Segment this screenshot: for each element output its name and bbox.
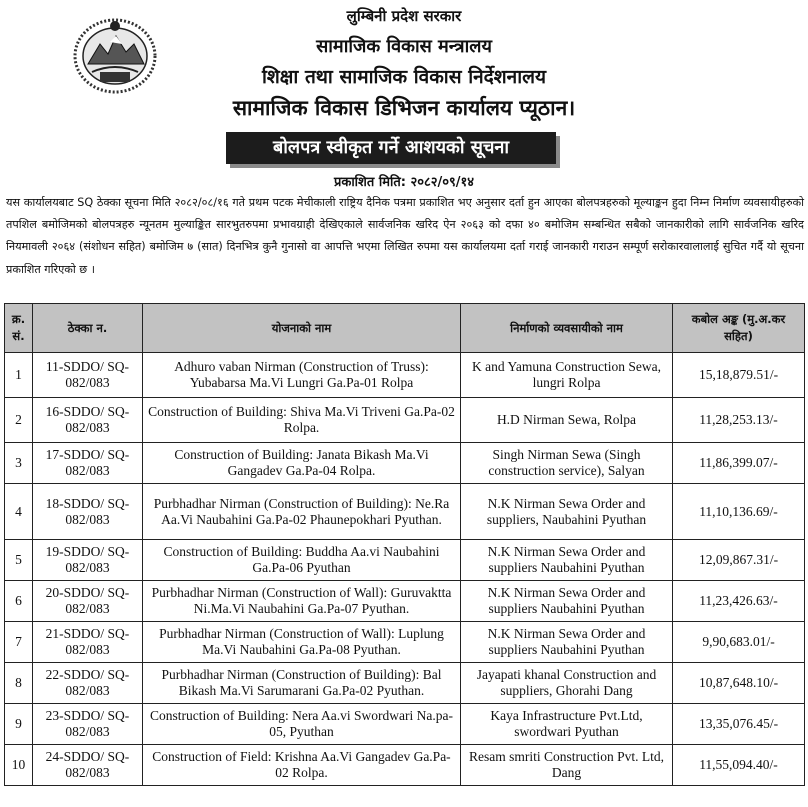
cell-contract-no: 23-SDDO/ SQ-082/083 — [33, 704, 143, 745]
table-row — [5, 484, 805, 540]
table-row — [5, 353, 805, 398]
cell-contract-no: 20-SDDO/ SQ-082/083 — [33, 581, 143, 622]
cell-contractor: N.K Nirman Sewa Order and suppliers Naubahini Pyuthan — [461, 540, 673, 581]
cell-contractor: H.D Nirman Sewa, Rolpa — [461, 398, 673, 443]
cell-contract-no: 17-SDDO/ SQ-082/083 — [33, 443, 143, 484]
header-amount: कबोल अङ्क (मु.अ.कर सहित) — [673, 304, 805, 353]
cell-contractor: N.K Nirman Sewa Order and suppliers Naubahini Pyuthan — [461, 622, 673, 663]
cell-sn: 9 — [5, 704, 33, 745]
cell-amount: 11,55,094.40/- — [673, 745, 805, 786]
table-row — [5, 622, 805, 663]
cell-contract-no: 19-SDDO/ SQ-082/083 — [33, 540, 143, 581]
cell-amount: 11,23,426.63/- — [673, 581, 805, 622]
cell-contractor: Jayapati khanal Construction and suppliers, Ghorahi Dang — [461, 663, 673, 704]
header-project: योजनाको नाम — [143, 304, 461, 353]
contracts-table — [4, 303, 805, 786]
cell-contract-no: 22-SDDO/ SQ-082/083 — [33, 663, 143, 704]
cell-contract-no: 21-SDDO/ SQ-082/083 — [33, 622, 143, 663]
cell-amount: 11,86,399.07/- — [673, 443, 805, 484]
table-row — [5, 663, 805, 704]
cell-sn: 7 — [5, 622, 33, 663]
header-contractor: निर्माणको व्यवसायीको नाम — [461, 304, 673, 353]
cell-contractor: K and Yamuna Construction Sewa, lungri Rolpa — [461, 353, 673, 398]
cell-contractor: Resam smriti Construction Pvt. Ltd, Dang — [461, 745, 673, 786]
header-sn: क्र. सं. — [5, 304, 33, 353]
cell-project: Construction of Field: Krishna Aa.Vi Gangadev Ga.Pa-02 Rolpa. — [143, 745, 461, 786]
cell-sn: 2 — [5, 398, 33, 443]
cell-project: Purbhadhar Nirman (Construction of Building): Ne.Ra Aa.Vi Naubahini Ga.Pa-02 Phaunepokhari Pyuthan. — [143, 484, 461, 540]
cell-project: Purbhadhar Nirman (Construction of Building): Bal Bikash Ma.Vi Sarumarani Ga.Pa-02 Pyuthan. — [143, 663, 461, 704]
cell-project: Construction of Building: Janata Bikash Ma.Vi Gangadev Ga.Pa-04 Rolpa. — [143, 443, 461, 484]
published-date: प्रकाशित मिति: २०८२/०९/१४ — [333, 175, 475, 190]
ministry-title: सामाजिक विकास मन्त्रालय — [316, 36, 492, 57]
cell-contractor: N.K Nirman Sewa Order and suppliers, Naubahini Pyuthan — [461, 484, 673, 540]
cell-sn: 3 — [5, 443, 33, 484]
notice-title-banner — [226, 132, 556, 164]
cell-amount: 11,28,253.13/- — [673, 398, 805, 443]
cell-sn: 1 — [5, 353, 33, 398]
cell-sn: 8 — [5, 663, 33, 704]
cell-sn: 5 — [5, 540, 33, 581]
table-row — [5, 745, 805, 786]
province-government-title: लुम्बिनी प्रदेश सरकार — [346, 7, 462, 25]
table-row — [5, 443, 805, 484]
cell-project: Adhuro vaban Nirman (Construction of Truss): Yubabarsa Ma.Vi Lungri Ga.Pa-01 Rolpa — [143, 353, 461, 398]
cell-contractor: Kaya Infrastructure Pvt.Ltd, swordwari Pyuthan — [461, 704, 673, 745]
cell-sn: 4 — [5, 484, 33, 540]
cell-amount: 12,09,867.31/- — [673, 540, 805, 581]
cell-contract-no: 24-SDDO/ SQ-082/083 — [33, 745, 143, 786]
table-header-row — [5, 304, 805, 353]
cell-amount: 15,18,879.51/- — [673, 353, 805, 398]
cell-contractor: N.K Nirman Sewa Order and suppliers Naubahini Pyuthan — [461, 581, 673, 622]
table-row — [5, 704, 805, 745]
cell-contract-no: 16-SDDO/ SQ-082/083 — [33, 398, 143, 443]
cell-sn: 6 — [5, 581, 33, 622]
directorate-title: शिक्षा तथा सामाजिक विकास निर्देशनालय — [261, 66, 547, 88]
cell-sn: 10 — [5, 745, 33, 786]
cell-project: Construction of Building: Shiva Ma.Vi Triveni Ga.Pa-02 Rolpa. — [143, 398, 461, 443]
cell-contractor: Singh Nirman Sewa (Singh construction service), Salyan — [461, 443, 673, 484]
cell-amount: 13,35,076.45/- — [673, 704, 805, 745]
table-row — [5, 540, 805, 581]
cell-project: Construction of Building: Buddha Aa.vi Naubahini Ga.Pa-06 Pyuthan — [143, 540, 461, 581]
cell-contract-no: 11-SDDO/ SQ-082/083 — [33, 353, 143, 398]
cell-amount: 10,87,648.10/- — [673, 663, 805, 704]
header-contract-no: ठेक्का न. — [33, 304, 143, 353]
cell-project: Purbhadhar Nirman (Construction of Wall): Luplung Ma.Vi Naubahini Ga.Pa-08 Pyuthan. — [143, 622, 461, 663]
cell-contract-no: 18-SDDO/ SQ-082/083 — [33, 484, 143, 540]
table-row — [5, 581, 805, 622]
notice-header — [0, 0, 808, 140]
cell-amount: 11,10,136.69/- — [673, 484, 805, 540]
cell-project: Construction of Building: Nera Aa.vi Swordwari Na.pa-05, Pyuthan — [143, 704, 461, 745]
office-title: सामाजिक विकास डिभिजन कार्यालय प्यूठान। — [232, 96, 576, 120]
notice-title: बोलपत्र स्वीकृत गर्ने आशयको सूचना — [272, 137, 510, 158]
table-row — [5, 398, 805, 443]
cell-amount: 9,90,683.01/- — [673, 622, 805, 663]
cell-project: Purbhadhar Nirman (Construction of Wall): Guruvaktta Ni.Ma.Vi Naubahini Ga.Pa-07 Pyuthan. — [143, 581, 461, 622]
notice-paragraph: यस कार्यालयबाट SQ ठेक्का सूचना मिति २०८२/०८/१६ गते प्रथम पटक मेचीकाली राष्ट्रिय दैनिक पत्रमा प्रकाशित भए अनुसार दर्ता हुन आएका बोलपत्रहरुको मूल्याङ्कन हुदा निम्न निर्माण व्यवसायीहरुको तपशिल बमोजिमको बोलपत्रहरु न्यूनतम मुल्याङ्कित सारभुतरुपमा प्रभावग्राही देखिएकाले सार्वजनिक खरिद ऐन २०६३ को दफा ४० बमोजिम सम्बन्धित सबैको जानकारीको लागि सार्वजनिक खरिद नियमावली २०६४ (संशोधन सहित) बमोजिम ७ (सात) दिनभित्र कुनै गुनासो वा आपत्ति भएमा लिखित रुपमा यस कार्यालयमा दर्ता गराई जानकारी गराउन सम्पूर्ण सरोकारवालालाई सुचित गर्दै यो सूचना प्रकाशित गरिएको छ । — [6, 196, 804, 276]
